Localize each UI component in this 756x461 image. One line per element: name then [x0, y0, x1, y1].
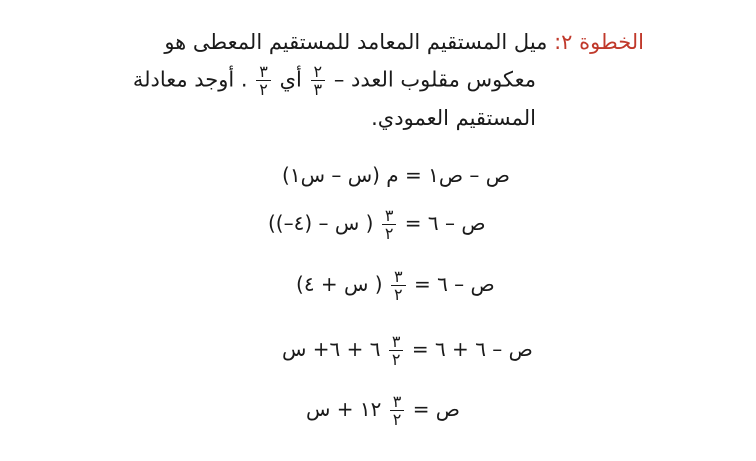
- eq4-left: ٦ + ٦+ س: [282, 337, 381, 361]
- step-text-1: ميل المستقيم المعامد للمستقيم المعطى هو: [164, 30, 548, 54]
- step-line-2: [133, 63, 536, 98]
- eq5-left: ١٢ + س: [306, 397, 382, 421]
- fraction-three-halves: $\frac{٣}{٢}$: [256, 63, 271, 98]
- eq2-left: ((–٤) – س ): [268, 211, 374, 235]
- eq1-rhs: (س – س١): [282, 163, 380, 187]
- eq5-fraction: $\frac{٣}{٢}$: [390, 393, 405, 428]
- eq2-fraction: $\frac{٣}{٢}$: [382, 207, 397, 242]
- equation-5: [306, 393, 460, 428]
- step-label: الخطوة ٢:: [554, 30, 644, 54]
- eq3-right: ص – ٦ =: [413, 272, 495, 296]
- equation-2: [268, 207, 486, 242]
- eq1-mid: = م: [386, 163, 422, 187]
- step-line-3: المستقيم العمودي.: [371, 106, 536, 130]
- eq3-fraction: $\frac{٣}{٢}$: [391, 268, 406, 303]
- step-text-2a: معكوس مقلوب العدد –: [333, 67, 536, 92]
- eq4-fraction: $\frac{٣}{٢}$: [389, 333, 404, 368]
- equation-3: [296, 268, 495, 303]
- step-text-2c: . أوجد معادلة: [132, 67, 248, 92]
- eq4-right: ص – ٦ + ٦ =: [411, 337, 533, 361]
- fraction-two-thirds: $\frac{٢}{٣}$: [311, 63, 326, 98]
- equation-1: [282, 163, 510, 187]
- eq5-right: ص =: [412, 397, 460, 421]
- eq2-right: ص – ٦ =: [404, 211, 486, 235]
- eq3-left: (س + ٤ ): [296, 272, 383, 296]
- equation-4: [282, 333, 533, 368]
- step-text-2b: أي: [279, 67, 302, 92]
- step-line-1: [164, 30, 644, 54]
- eq1-lhs: ص – ص١: [428, 163, 510, 187]
